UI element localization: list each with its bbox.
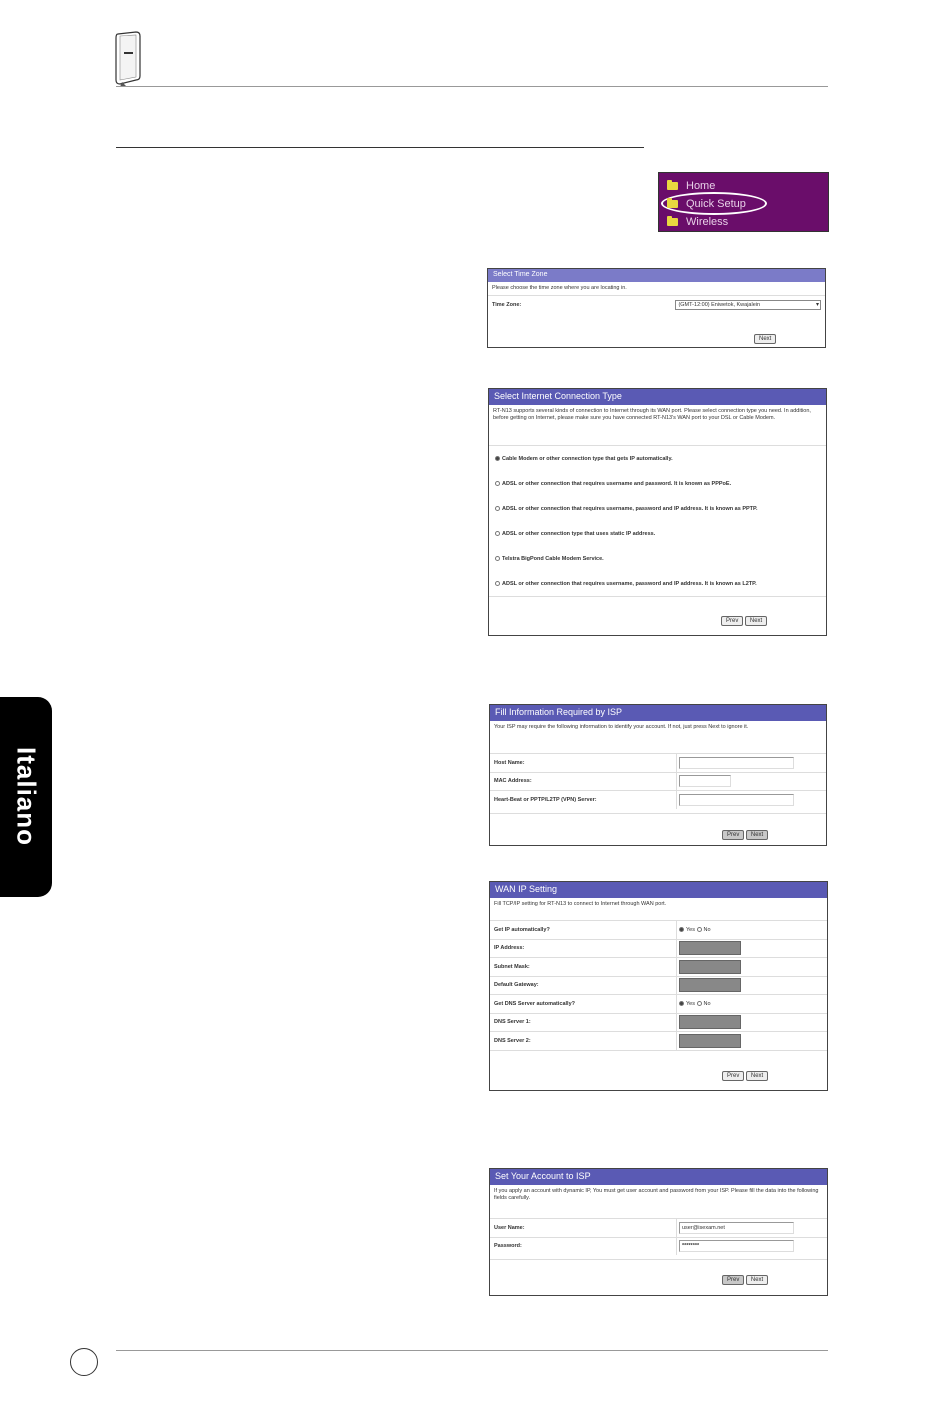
isp-info-panel	[489, 704, 827, 846]
next-button[interactable]: Next	[746, 830, 768, 840]
folder-icon	[667, 200, 678, 208]
menu-item-quick-setup[interactable]	[667, 195, 820, 213]
server-row: Heart-Beat or PPTP/L2TP (VPN) Server:	[490, 790, 826, 809]
connection-option[interactable]: ADSL or other connection that requires username, password and IP address. It is known as L2TP.	[489, 571, 826, 596]
radio-icon	[495, 481, 500, 486]
radio-icon	[495, 456, 500, 461]
timezone-panel	[487, 268, 826, 348]
panel-title: Fill Information Required by ISP	[490, 705, 826, 721]
connection-option[interactable]: Cable Modem or other connection type that gets IP automatically.	[489, 446, 826, 471]
header-rule	[116, 86, 828, 87]
radio-icon	[495, 556, 500, 561]
menu-item-label: Quick Setup	[686, 198, 746, 210]
radio-icon	[495, 506, 500, 511]
dns1-row: DNS Server 1:	[490, 1013, 827, 1032]
panel-description: Your ISP may require the following information to identify your account. If not, just press Next to ignore it.	[494, 724, 749, 730]
ip-address-row: IP Address:	[490, 939, 827, 958]
subnet-row: Subnet Mask:	[490, 957, 827, 976]
user-name-row: User Name: user@isexam.net	[490, 1218, 827, 1237]
page-number-circle	[70, 1348, 98, 1376]
panel-title: Select Internet Connection Type	[489, 389, 826, 405]
radio-yes[interactable]	[679, 1001, 684, 1006]
language-tab-label: Italiano	[11, 747, 42, 847]
panel-description: Please choose the time zone where you are locating in.	[492, 285, 627, 291]
mac-address-input[interactable]	[679, 775, 731, 787]
timezone-value: (GMT-12:00) Eniwetok, Kwajalein	[678, 301, 761, 308]
prev-button[interactable]: Prev	[722, 1071, 744, 1081]
host-name-row: Host Name:	[490, 753, 826, 772]
panel-description: If you apply an account with dynamic IP, You must get user account and password from your ISP. Please fill the data into the following fields carefully.	[494, 1188, 819, 1201]
radio-yes[interactable]	[679, 927, 684, 932]
connection-option[interactable]: ADSL or other connection that requires username and password. It is known as PPPoE.	[489, 471, 826, 496]
panel-description: RT-N13 supports several kinds of connection to Internet through its WAN port. Please select connection type you need. In addition, before getting on Internet, please make sure you have connected RT-N13's WAN port to your DSL or Cable Modem.	[493, 408, 811, 421]
next-button[interactable]: Next	[745, 616, 767, 626]
isp-account-panel	[489, 1168, 828, 1296]
radio-icon	[495, 581, 500, 586]
prev-button[interactable]: Prev	[721, 616, 743, 626]
gateway-row: Default Gateway:	[490, 976, 827, 995]
folder-icon	[667, 218, 678, 226]
ip-address-input[interactable]	[679, 941, 741, 955]
section-rule	[116, 147, 644, 148]
menu-item-label: Home	[686, 180, 716, 192]
menu-item-label: Wireless	[686, 216, 729, 228]
nav-menu	[658, 172, 829, 232]
router-device-icon	[112, 30, 144, 88]
get-ip-row: Get IP automatically? Yes No	[490, 920, 827, 939]
radio-no[interactable]	[697, 1001, 702, 1006]
connection-option[interactable]: ADSL or other connection type that uses static IP address.	[489, 521, 826, 546]
dns2-row: DNS Server 2:	[490, 1031, 827, 1050]
next-button[interactable]: Next	[746, 1071, 768, 1081]
password-input[interactable]: ********	[679, 1240, 794, 1252]
radio-icon	[495, 531, 500, 536]
footer-rule	[116, 1350, 828, 1351]
prev-button[interactable]: Prev	[722, 830, 744, 840]
connection-option[interactable]: Telstra BigPond Cable Modem Service.	[489, 546, 826, 571]
connection-type-panel	[488, 388, 827, 636]
password-row: Password: ********	[490, 1237, 827, 1256]
panel-title: WAN IP Setting	[490, 882, 827, 898]
panel-description: Fill TCP/IP setting for RT-N13 to connect to Internet through WAN port.	[494, 901, 667, 907]
wan-ip-panel	[489, 881, 828, 1091]
menu-item-wireless[interactable]	[667, 213, 820, 231]
host-name-input[interactable]	[679, 757, 794, 769]
user-name-input[interactable]: user@isexam.net	[679, 1222, 794, 1234]
prev-button[interactable]: Prev	[722, 1275, 744, 1285]
dns2-input[interactable]	[679, 1034, 741, 1048]
mac-address-row: MAC Address:	[490, 772, 826, 791]
connection-option[interactable]: ADSL or other connection that requires username, password and IP address. It is known as PPTP.	[489, 496, 826, 521]
language-tab	[0, 697, 52, 897]
get-dns-row: Get DNS Server automatically? Yes No	[490, 994, 827, 1013]
subnet-input[interactable]	[679, 960, 741, 974]
panel-title: Select Time Zone	[488, 269, 825, 282]
folder-icon	[667, 182, 678, 190]
timezone-select[interactable]	[675, 300, 821, 310]
radio-no[interactable]	[697, 927, 702, 932]
gateway-input[interactable]	[679, 978, 741, 992]
server-input[interactable]	[679, 794, 794, 806]
timezone-label: Time Zone:	[492, 301, 522, 308]
dns1-input[interactable]	[679, 1015, 741, 1029]
next-button[interactable]: Next	[746, 1275, 768, 1285]
panel-title: Set Your Account to ISP	[490, 1169, 827, 1185]
next-button[interactable]: Next	[754, 334, 776, 344]
chevron-down-icon: ▾	[815, 301, 819, 308]
